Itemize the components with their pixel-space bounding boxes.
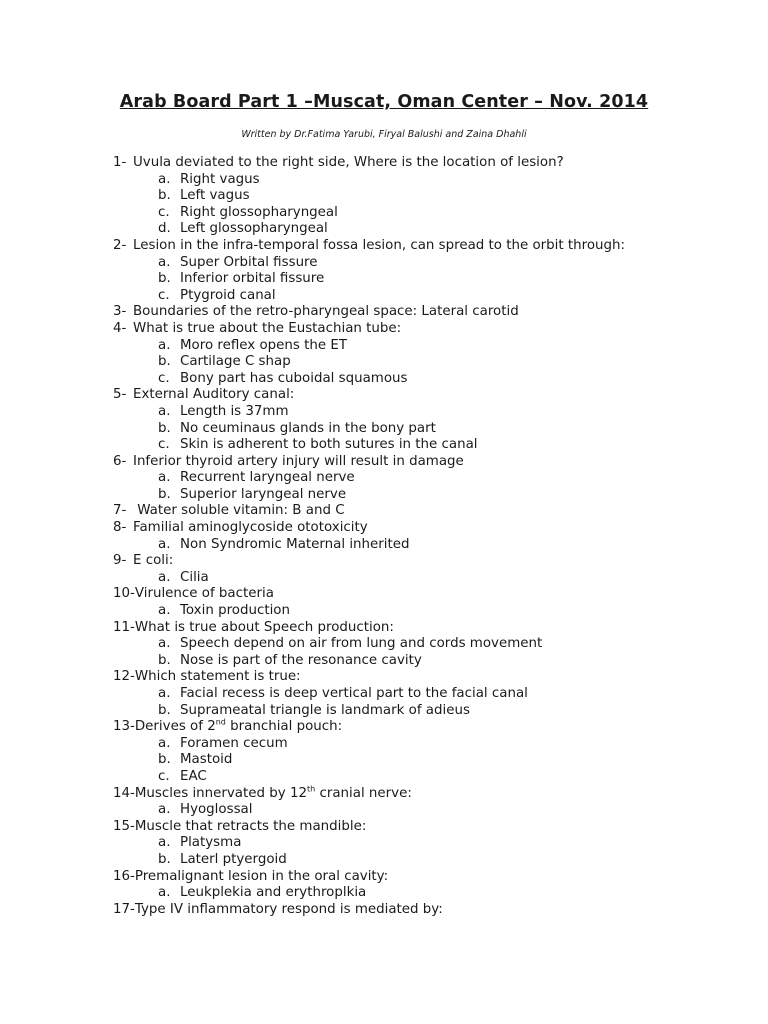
answer-option	[113, 636, 753, 653]
question-number: 9-	[113, 553, 127, 569]
question-text	[133, 553, 173, 570]
question-text-tail: cranial nerve:	[315, 785, 412, 801]
question-text-main: Type IV inflammatory respond is mediated by:	[134, 901, 443, 917]
option-letter: b.	[158, 420, 171, 436]
question-text-main: Uvula deviated to the right side, Where is the location of lesion?	[133, 155, 564, 170]
answer-option	[113, 288, 753, 305]
question-line	[113, 553, 753, 570]
option-letter: c.	[158, 204, 170, 220]
option-letter: b.	[158, 752, 171, 768]
option-letter: b.	[158, 354, 171, 370]
question-line	[113, 869, 753, 886]
option-text: Hyoglossal	[180, 802, 253, 818]
option-text: Non Syndromic Maternal inherited	[180, 536, 410, 552]
answer-option	[113, 835, 753, 852]
option-letter: b.	[158, 851, 171, 867]
answer-option	[113, 221, 753, 238]
question-text	[133, 503, 345, 520]
option-letter: b.	[158, 486, 171, 502]
ordinal-superscript: th	[306, 784, 316, 794]
answer-option	[113, 603, 753, 620]
option-text: No ceuminaus glands in the bony part	[180, 420, 436, 436]
answer-option	[113, 404, 753, 421]
option-letter: a.	[158, 735, 171, 751]
authors-line: Written by Dr.Fatima Yarubi, Firyal Balushi and Zaina Dhahli	[241, 129, 527, 140]
question-text-main: What is true about the Eustachian tube:	[133, 320, 402, 336]
question-number: 14-	[113, 785, 135, 801]
option-letter: c.	[158, 287, 170, 303]
option-text: Nose is part of the resonance cavity	[180, 652, 422, 668]
option-letter: a.	[158, 603, 171, 619]
question-number: 8-	[113, 520, 127, 536]
question-text-main: Virulence of bacteria	[134, 586, 274, 602]
page-title: Arab Board Part 1 –Muscat, Oman Center – Nov. 2014	[119, 92, 649, 112]
question-item	[113, 155, 753, 238]
answer-option	[113, 769, 753, 786]
question-text-main: Derives of 2	[134, 719, 216, 735]
answer-option	[113, 271, 753, 288]
option-text: Skin is adherent to both sutures in the canal	[180, 437, 478, 453]
question-item	[113, 387, 753, 453]
option-letter: b.	[158, 188, 171, 204]
answer-option	[113, 437, 753, 454]
question-line	[113, 902, 753, 919]
question-text-main: Muscles innervated by 12	[134, 785, 307, 801]
answer-option	[113, 255, 753, 272]
question-item	[113, 553, 753, 586]
question-number: 15-	[113, 818, 135, 834]
answer-option	[113, 752, 753, 769]
option-letter: d.	[158, 221, 171, 237]
question-text-main: What is true about Speech production:	[134, 619, 394, 635]
question-item	[113, 520, 753, 553]
option-letter: a.	[158, 636, 171, 652]
option-text: Moro reflex opens the ET	[180, 337, 347, 353]
option-text: Ptygroid canal	[180, 287, 276, 303]
option-letter: a.	[158, 536, 171, 552]
answer-option	[113, 371, 753, 388]
question-number: 6-	[113, 453, 127, 469]
question-text	[133, 454, 464, 471]
question-item	[113, 902, 753, 919]
ordinal-superscript: nd	[215, 717, 226, 727]
question-line	[113, 819, 753, 836]
option-letter: a.	[158, 470, 171, 486]
question-text	[133, 387, 294, 404]
question-line	[113, 321, 753, 338]
option-letter: a.	[158, 569, 171, 585]
question-text	[133, 238, 625, 255]
question-item	[113, 503, 753, 520]
answer-option	[113, 354, 753, 371]
question-text-main: Muscle that retracts the mandible:	[134, 818, 367, 834]
option-text: Superior laryngeal nerve	[180, 486, 347, 502]
question-text	[133, 321, 401, 338]
option-text: Left glossopharyngeal	[180, 221, 328, 237]
answer-option	[113, 537, 753, 554]
option-text: Toxin production	[180, 603, 290, 619]
question-line	[113, 620, 753, 637]
option-letter: b.	[158, 271, 171, 287]
question-text-main: Boundaries of the retro-pharyngeal space: Lateral carotid	[133, 304, 519, 320]
question-line	[113, 454, 753, 471]
question-number: 2-	[113, 237, 127, 253]
option-text: Platysma	[180, 835, 242, 851]
question-text	[135, 719, 342, 736]
answer-option	[113, 653, 753, 670]
question-item	[113, 669, 753, 719]
question-text-main: Which statement is true:	[134, 669, 301, 685]
question-item	[113, 819, 753, 869]
option-text: Cilia	[180, 569, 209, 585]
option-letter: a.	[158, 802, 171, 818]
option-text: Facial recess is deep vertical part to the facial canal	[180, 686, 528, 701]
question-text	[135, 620, 394, 637]
option-letter: c.	[158, 768, 170, 784]
option-text: EAC	[180, 768, 207, 784]
option-text: Right glossopharyngeal	[180, 204, 338, 220]
option-text: Right vagus	[180, 171, 260, 187]
option-letter: a.	[158, 337, 171, 353]
question-text-main: Lesion in the infra-temporal fossa lesion, can spread to the orbit through:	[133, 237, 626, 253]
option-text: Length is 37mm	[180, 403, 289, 419]
option-text: Bony part has cuboidal squamous	[180, 370, 408, 386]
option-letter: b.	[158, 702, 171, 718]
question-line	[113, 520, 753, 537]
question-line	[113, 586, 753, 603]
answer-option	[113, 421, 753, 438]
question-line	[113, 786, 753, 803]
question-item	[113, 586, 753, 619]
question-number: 4-	[113, 320, 127, 336]
option-text: Mastoid	[180, 752, 233, 768]
option-letter: c.	[158, 437, 170, 453]
question-text	[135, 786, 412, 803]
option-text: Left vagus	[180, 188, 250, 204]
question-number: 12-	[113, 669, 135, 685]
question-number: 1-	[113, 155, 127, 170]
answer-option	[113, 172, 753, 189]
question-text-main: Inferior thyroid artery injury will result in damage	[133, 453, 464, 469]
option-letter: a.	[158, 835, 171, 851]
option-letter: b.	[158, 652, 171, 668]
answer-option	[113, 205, 753, 222]
question-list	[113, 155, 753, 918]
question-item	[113, 786, 753, 819]
option-text: Leukplekia and erythroplkia	[180, 885, 367, 901]
question-text-tail: branchial pouch:	[225, 719, 343, 735]
question-text-main: Familial aminoglycoside ototoxicity	[133, 520, 368, 536]
option-text: Foramen cecum	[180, 735, 288, 751]
answer-option	[113, 686, 753, 703]
question-text	[133, 304, 519, 321]
option-text: Cartilage C shap	[180, 354, 291, 370]
question-number: 10-	[113, 586, 135, 602]
question-line	[113, 155, 753, 172]
answer-option	[113, 852, 753, 869]
answer-option	[113, 338, 753, 355]
question-number: 5-	[113, 387, 127, 403]
question-item	[113, 304, 753, 321]
question-text	[135, 819, 366, 836]
question-number: 3-	[113, 304, 127, 320]
option-text: Recurrent laryngeal nerve	[180, 470, 355, 486]
question-item	[113, 454, 753, 504]
option-letter: a.	[158, 403, 171, 419]
option-text: Speech depend on air from lung and cords movement	[180, 636, 543, 652]
question-text	[135, 586, 274, 603]
question-number: 7-	[113, 503, 127, 519]
answer-option	[113, 885, 753, 902]
question-item	[113, 238, 753, 304]
question-item	[113, 321, 753, 387]
question-line	[113, 238, 753, 255]
question-item	[113, 869, 753, 902]
question-text-main: Premalignant lesion in the oral cavity:	[134, 868, 389, 884]
option-letter: a.	[158, 885, 171, 901]
question-line	[113, 304, 753, 321]
answer-option	[113, 736, 753, 753]
question-text	[135, 902, 443, 919]
answer-option	[113, 470, 753, 487]
question-text-main: External Auditory canal:	[133, 387, 295, 403]
question-text	[133, 520, 368, 537]
option-letter: c.	[158, 370, 170, 386]
question-item	[113, 620, 753, 670]
option-letter: a.	[158, 171, 171, 187]
option-text: Suprameatal triangle is landmark of adieus	[180, 702, 470, 718]
question-number: 17-	[113, 901, 135, 917]
option-text: Super Orbital fissure	[180, 254, 318, 270]
option-letter: a.	[158, 254, 171, 270]
option-letter: a.	[158, 686, 171, 701]
question-line	[113, 387, 753, 404]
option-text: Inferior orbital fissure	[180, 271, 325, 287]
answer-option	[113, 802, 753, 819]
answer-option	[113, 703, 753, 720]
question-number: 13-	[113, 719, 135, 735]
question-text	[135, 669, 301, 686]
question-text	[133, 155, 564, 172]
option-text: Laterl ptyergoid	[180, 851, 287, 867]
question-text-main: E coli:	[133, 553, 174, 569]
question-text	[135, 869, 388, 886]
question-item	[113, 719, 753, 785]
question-line	[113, 669, 753, 686]
question-number: 16-	[113, 868, 135, 884]
question-number: 11-	[113, 619, 135, 635]
answer-option	[113, 570, 753, 587]
question-text-main: Water soluble vitamin: B and C	[133, 503, 345, 519]
answer-option	[113, 188, 753, 205]
question-line	[113, 719, 753, 736]
answer-option	[113, 487, 753, 504]
question-line	[113, 503, 753, 520]
